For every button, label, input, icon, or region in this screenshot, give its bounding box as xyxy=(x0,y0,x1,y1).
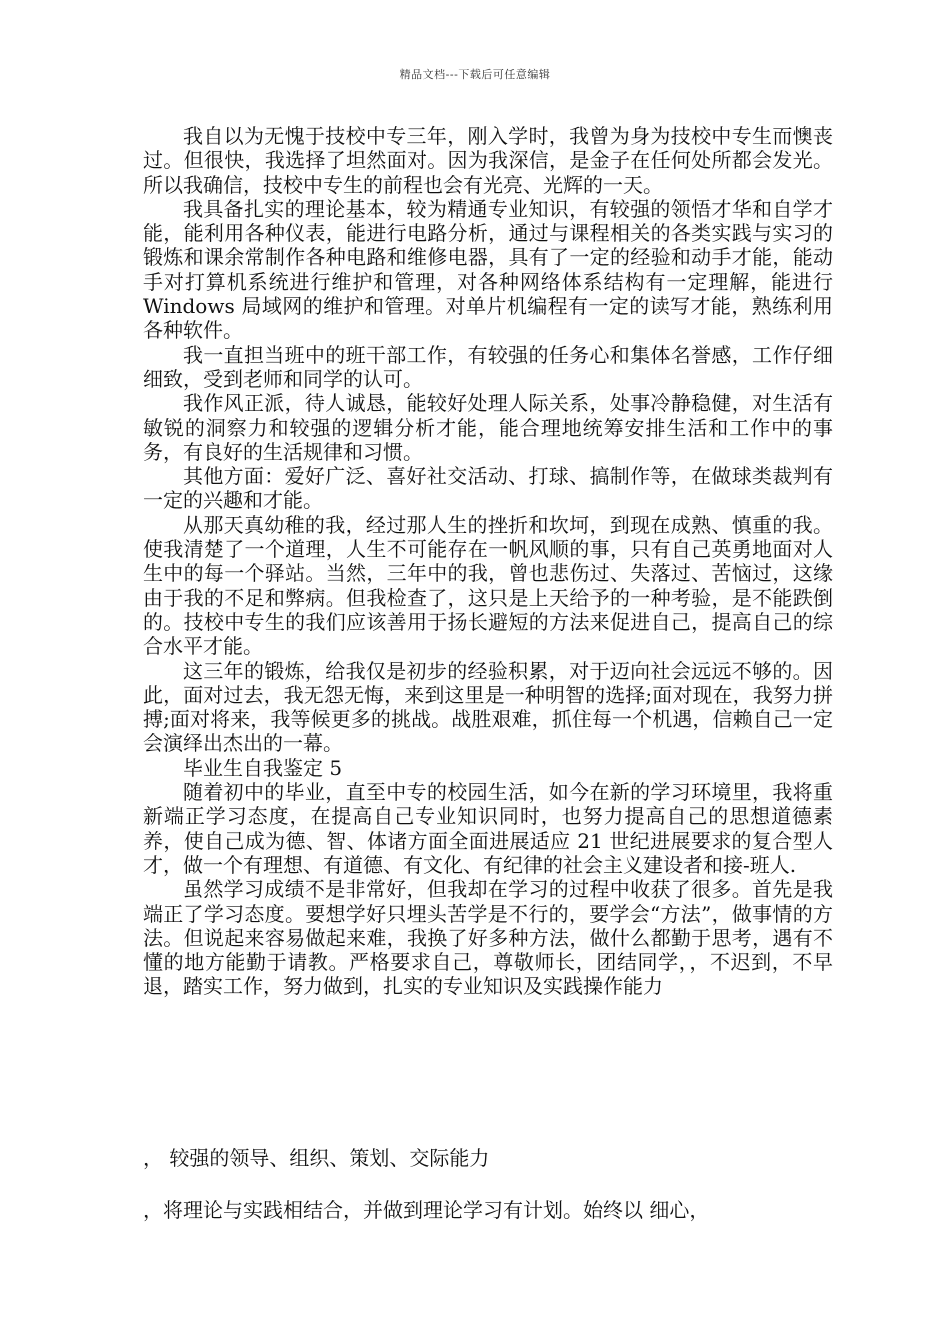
paragraph: 我作风正派，待人诚恳，能较好处理人际关系，处事冷静稳健，对生活有敏锐的洞察力和较强的逻辑分析才能，能合理地统筹安排生活和工作中的事务，有良好的生活规律和习惯。 xyxy=(143,391,833,464)
paragraph: 这三年的锻炼，给我仅是初步的经验积累，对于迈向社会远远不够的。因此，面对过去，我无怨无悔，来到这里是一种明智的选择;面对现在，我努力拼搏;面对将来，我等候更多的挑战。战胜艰难，抓住每一个机遇，信赖自己一定会演绎出杰出的一幕。 xyxy=(143,658,833,756)
paragraph: 从那天真幼稚的我，经过那人生的挫折和坎坷，到现在成熟、慎重的我。使我清楚了一个道理，人生不可能存在一帆风顺的事，只有自己英勇地面对人生中的每一个驿站。当然，三年中的我，曾也悲伤过、失落过、苦恼过，这缘由于我的不足和弊病。但我检查了，这只是上天给予的一种考验，是不能跌倒的。技校中专生的我们应该善用于扬长避短的方法来促进自己，提高自己的综合水平才能。 xyxy=(143,512,833,659)
paragraph: 我一直担当班中的班干部工作，有较强的任务心和集体名誉感，工作仔细细致，受到老师和同学的认可。 xyxy=(143,342,833,391)
document-body xyxy=(143,124,833,999)
paragraph: 我具备扎实的理论基本，较为精通专业知识，有较强的领悟才华和自学才能，能利用各种仪表，能进行电路分析，通过与课程相关的各类实践与实习的锻炼和课余常制作各种电路和维修电器，具有了一定的经验和动手才能，能动手对打算机系统进行维护和管理，对各种网络体系结构有一定理解，能进行 Windows 局域网的维护和管理。对单片机编程有一定的读写才能，熟练利用各种软件。 xyxy=(143,196,833,343)
text-fragment: ， 较强的领导、组织、策划、交际能力 xyxy=(143,1146,490,1170)
page-header: 精品文档---下载后可任意编辑 xyxy=(399,68,551,81)
paragraph: 虽然学习成绩不是非常好，但我却在学习的过程中收获了很多。首先是我端正了学习态度。要想学好只埋头苦学是不行的，要学会“方法”，做事情的方法。但说起来容易做起来难，我换了好多种方法，做什么都勤于思考，遇有不懂的地方能勤于请教。严格要求自己，尊敬师长，团结同学，，不迟到，不早退，踏实工作，努力做到，扎实的专业知识及实践操作能力 xyxy=(143,877,833,999)
text-fragment: ，将理论与实践相结合，并做到理论学习有计划。始终以 细心， xyxy=(143,1198,710,1222)
paragraph: 其他方面：爱好广泛、喜好社交活动、打球、搞制作等，在做球类裁判有一定的兴趣和才能。 xyxy=(143,464,833,513)
paragraph: 随着初中的毕业，直至中专的校园生活，如今在新的学习环境里，我将重新端正学习态度，在提高自己专业知识同时，也努力提高自己的思想道德素养，使自己成为德、智、体诸方面全面进展适应 21 世纪进展要求的复合型人才，做一个有理想、有道德、有文化、有纪律的社会主义建设者和接-班人. xyxy=(143,780,833,877)
paragraph: 我自以为无愧于技校中专三年，刚入学时，我曾为身为技校中专生而懊丧过。但很快，我选择了坦然面对。因为我深信，是金子在任何处所都会发光。所以我确信，技校中专生的前程也会有光亮、光辉的一天。 xyxy=(143,124,833,197)
section-heading: 毕业生自我鉴定 5 xyxy=(183,755,343,780)
